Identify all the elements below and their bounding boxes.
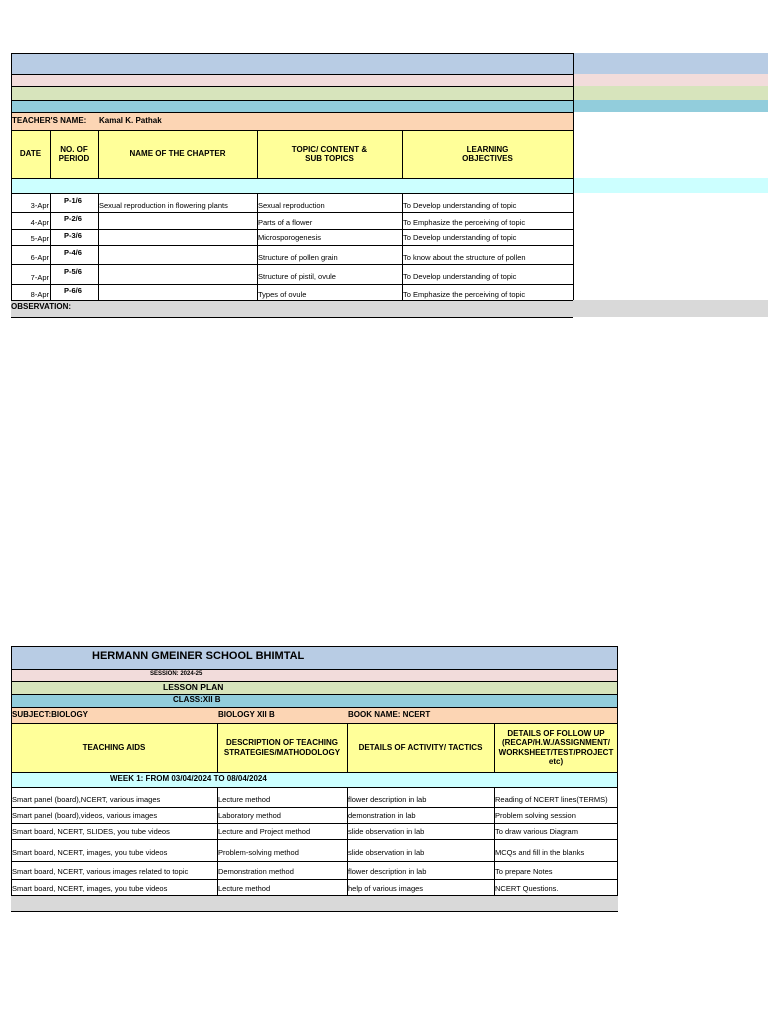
top-band-2 — [11, 74, 768, 86]
row-period: P-1/6 — [64, 196, 82, 205]
course-text: BIOLOGY XII B — [218, 710, 275, 719]
header-topic: TOPIC/ CONTENT & SUB TOPICS — [291, 144, 368, 163]
row-objective: To Develop understanding of topic — [403, 233, 517, 242]
row-aids: Smart board, NCERT, various images related to topic — [12, 867, 189, 876]
teacher-label: TEACHER'S NAME: — [12, 116, 87, 125]
row-aids: Smart board, NCERT, images, you tube videos — [12, 884, 168, 893]
school-name: HERMANN GMEINER SCHOOL BHIMTAL — [92, 650, 305, 662]
row-topic: Sexual reproduction — [258, 201, 325, 210]
observation-label: OBSERVATION: — [11, 302, 72, 311]
row-activity: flower description in lab — [348, 795, 427, 804]
row-followup: To prepare Notes — [495, 867, 553, 876]
row-aids: Smart board, NCERT, SLIDES, you tube videos — [12, 827, 170, 836]
row-chapter: Sexual reproduction in flowering plants — [99, 201, 228, 210]
header-strategies: DESCRIPTION OF TEACHING STRATEGIES/MATHODOLOGY — [223, 738, 341, 757]
subject-band — [11, 707, 618, 723]
row-period: P-5/6 — [64, 267, 82, 276]
lesson-plan-title: LESSON PLAN — [163, 682, 224, 692]
row-aids: Smart panel (board),NCERT, various images — [12, 795, 161, 804]
row-topic: Types of ovule — [258, 290, 307, 299]
row-date: 6-Apr — [30, 253, 49, 262]
row-topic: Parts of a flower — [258, 218, 313, 227]
top-band-3 — [11, 86, 768, 100]
row-objective: To Emphasize the perceiving of topic — [403, 218, 526, 227]
row-topic: Structure of pistil, ovule — [258, 272, 336, 281]
row-method: Demonstration method — [218, 867, 294, 876]
session-text: SESSION: 2024-25 — [150, 671, 203, 677]
row-date: 3-Apr — [30, 201, 49, 210]
row-period: P-6/6 — [64, 286, 82, 295]
row-activity: help of various images — [348, 884, 424, 893]
row-followup: NCERT Questions. — [495, 884, 559, 893]
top-band-4 — [11, 100, 768, 112]
row-followup: Reading of NCERT lines(TERMS) — [495, 795, 608, 804]
row-date: 7-Apr — [30, 273, 49, 282]
header-chapter: NAME OF THE CHAPTER — [129, 149, 226, 159]
row-aids: Smart panel (board),videos, various images — [12, 811, 158, 820]
header-activity: DETAILS OF ACTIVITY/ TACTICS — [358, 742, 483, 752]
header-teaching-aids: TEACHING AIDS — [82, 742, 146, 752]
row-activity: demonstration in lab — [348, 811, 416, 820]
row-followup: To draw various Diagram — [495, 827, 578, 836]
top-band-1 — [11, 53, 768, 74]
row-period: P-2/6 — [64, 214, 82, 223]
session-band — [11, 669, 618, 681]
header-periods: NO. OF PERIOD — [58, 144, 90, 163]
row-date: 8-Apr — [30, 290, 49, 299]
row-period: P-3/6 — [64, 231, 82, 240]
class-text: CLASS:XII B — [173, 695, 221, 704]
teacher-band — [11, 112, 573, 130]
row-objective: To Emphasize the perceiving of topic — [403, 290, 526, 299]
row-followup: MCQs and fill in the blanks — [495, 848, 585, 857]
row-activity: slide observation in lab — [348, 827, 425, 836]
row-aids: Smart board, NCERT, images, you tube videos — [12, 848, 168, 857]
week-label: WEEK 1: FROM 03/04/2024 TO 08/04/2024 — [110, 774, 267, 783]
row-followup: Problem solving session — [495, 811, 576, 820]
row-activity: slide observation in lab — [348, 848, 425, 857]
teacher-name: Kamal K. Pathak — [99, 116, 162, 125]
top-week-band — [11, 178, 768, 193]
row-method: Lecture method — [218, 884, 271, 893]
header-followup: DETAILS OF FOLLOW UP (RECAP/H.W./ASSIGNMENT/ WORKSHEET/TEST/PROJECT etc) — [498, 729, 614, 766]
row-method: Lecture method — [218, 795, 271, 804]
header-date: DATE — [19, 149, 42, 159]
row-topic: Structure of pollen grain — [258, 253, 338, 262]
footer-band — [11, 895, 618, 911]
row-activity: flower description in lab — [348, 867, 427, 876]
row-date: 5-Apr — [30, 234, 49, 243]
book-text: BOOK NAME: NCERT — [348, 710, 431, 719]
row-objective: To know about the structure of pollen — [403, 253, 526, 262]
bottom-week-band — [11, 772, 618, 787]
row-date: 4-Apr — [30, 218, 49, 227]
row-period: P-4/6 — [64, 248, 82, 257]
row-method: Problem-solving method — [218, 848, 299, 857]
row-method: Laboratory method — [218, 811, 281, 820]
row-objective: To Develop understanding of topic — [403, 201, 517, 210]
class-band — [11, 694, 618, 707]
header-objectives: LEARNING OBJECTIVES — [462, 144, 513, 163]
row-method: Lecture and Project method — [218, 827, 311, 836]
lesson-band — [11, 681, 618, 694]
row-objective: To Develop understanding of topic — [403, 272, 517, 281]
row-topic: Microsporogenesis — [258, 233, 321, 242]
subject-text: SUBJECT:BIOLOGY — [12, 710, 89, 719]
observation-band — [11, 300, 768, 317]
